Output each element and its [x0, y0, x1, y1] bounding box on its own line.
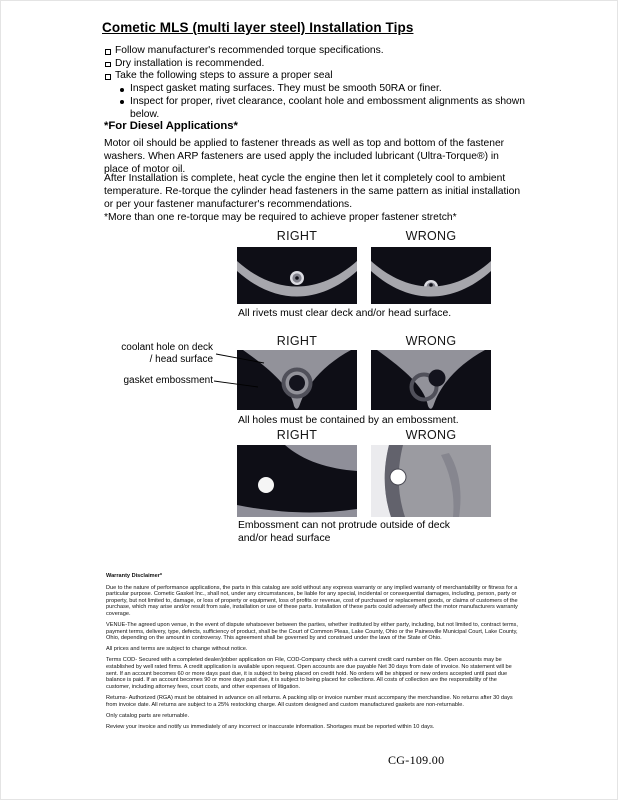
legal-paragraph: Review your invoice and notify us immediately of any incorrect or inaccurate information. Shortages must be reported within 10 days. [106, 723, 435, 730]
filled-bullet-icon [120, 88, 124, 92]
open-bullet-icon [105, 49, 111, 55]
row2-caption: All holes must be contained by an embossment. [238, 415, 459, 426]
tip-item [104, 58, 556, 71]
tip-text: Take the following steps to assure a proper seal [115, 70, 333, 82]
installation-tips-list [104, 45, 556, 121]
wrong-label-row3: WRONG [405, 428, 457, 442]
legal-paragraph: All prices and terms are subject to change without notice. [106, 646, 248, 653]
diagram-rivet-wrong [371, 247, 491, 304]
diesel-paragraph-1: Motor oil should be applied to fastener threads as well as top and bottom of the fastener washers. When ARP fasteners are used apply the included lubricant (Ultra-Torque®) in place of motor oil. [104, 138, 505, 175]
legal-disclaimer [106, 573, 518, 735]
document-number: CG-109.00 [388, 753, 445, 767]
tip-text: Follow manufacturer's recommended torque specifications. [115, 45, 384, 56]
diagram-rivet-right [237, 247, 357, 304]
diagram-protrusion-right [237, 445, 357, 517]
tip-text: Dry installation is recommended. [115, 57, 265, 69]
open-bullet-icon [105, 62, 111, 68]
tip-text: Inspect for proper, rivet clearance, coolant hole and embossment alignments as shown below. [130, 95, 525, 120]
tip-item [104, 45, 556, 58]
diagram-embossment-wrong [371, 350, 491, 410]
retorque-note: *More than one re-torque may be required to achieve proper fastener stretch* [104, 212, 457, 223]
right-label-row3: RIGHT [276, 428, 318, 442]
diagram-protrusion-wrong [371, 445, 491, 517]
filled-bullet-icon [120, 100, 124, 104]
tip-sub-item [119, 83, 556, 96]
legal-paragraph: Due to the nature of performance applications, the parts in this catalog are sold without any express warranty or any implied warranty of merchantability or fitness for a particular purpose. Cometic Gasket Inc., shall not, under any circumstances, be liable for any special, incidental or consequential damages, including, person, party or property, but not limited to, damage, or loss of property or equipment, loss of profits or revenue, cost of purchased or replacement goods, or claims of customers of the purchase, which may arise and/or result from sale, installation or use of these parts. Installation of these parts could adversely affect the motor manufacturers warranty coverage. [106, 584, 518, 617]
wrong-label-row1: WRONG [405, 229, 457, 243]
open-bullet-icon [105, 74, 111, 80]
right-label-row2: RIGHT [276, 334, 318, 348]
diesel-paragraph-2: After Installation is complete, heat cycle the engine then let it completely cool to ambient temperature. Re-torque the cylinder head fasteners in the same pattern as initial installation or per your fastener manufacturer's recommendations. [104, 173, 521, 210]
legal-paragraph: Only catalog parts are returnable. [106, 712, 190, 719]
gasket-embossment-callout: gasket embossment [123, 375, 213, 386]
legal-paragraph: VENUE-The agreed upon venue, in the event of dispute whatsoever between the parties, whether instituted by either party, including, but not limited to, contract terms, payment terms, delivery, type, defects, sufficiency of product, shall be the Court of Common Pleas, Lake County, Ohio or the Painesville Municipal Court, Lake County, Ohio, depending on the amount in controversy. This agreement shall be governed by and construed under the laws of the State of Ohio. [106, 622, 518, 642]
right-label-row1: RIGHT [276, 229, 318, 243]
row3-caption: Embossment can not protrude outside of deck and/or head surface [238, 520, 450, 544]
coolant-hole-callout: coolant hole on deck / head surface [121, 342, 213, 365]
legal-paragraph: Terms COD- Secured with a completed dealer/jobber application on File, COD-Company check with a current credit card number on file. Open accounts may be established by well rated firms. A credit application is available upon request. Open accounts are due payable Net 30 days from date of invoice. No statement will be sent. If an account becomes 60 or more days past due, it is subject to being placed on credit hold. No orders will be shipped or new orders accepted until past due balance is paid. If an account becomes 90 or more days past due, it is subject to being placed for collections. All costs of collection are the responsibility of the customer, including attorney fees, court costs, and other expenses of litigation. [106, 657, 512, 690]
tip-item [104, 70, 556, 83]
tip-text: Inspect gasket mating surfaces. They must be smooth 50RA or finer. [130, 83, 442, 95]
warranty-disclaimer-heading: Warranty Disclaimer* [106, 573, 163, 579]
row1-caption: All rivets must clear deck and/or head surface. [238, 308, 452, 319]
diesel-applications-heading: *For Diesel Applications* [104, 120, 238, 132]
legal-paragraph: Returns- Authorized (RGA) must be obtained in advance on all returns. A packing slip or invoice number must accompany the merchandise. No returns after 30 days from invoice date. All returns are subject to a 25% restocking charge. All custom designed and custom manufactured gaskets are non-returnable. [106, 694, 513, 708]
page-title: Cometic MLS (multi layer steel) Installation Tips [102, 20, 414, 35]
wrong-label-row2: WRONG [405, 334, 457, 348]
diagram-embossment-right [237, 350, 357, 410]
tip-sub-item [119, 96, 556, 121]
